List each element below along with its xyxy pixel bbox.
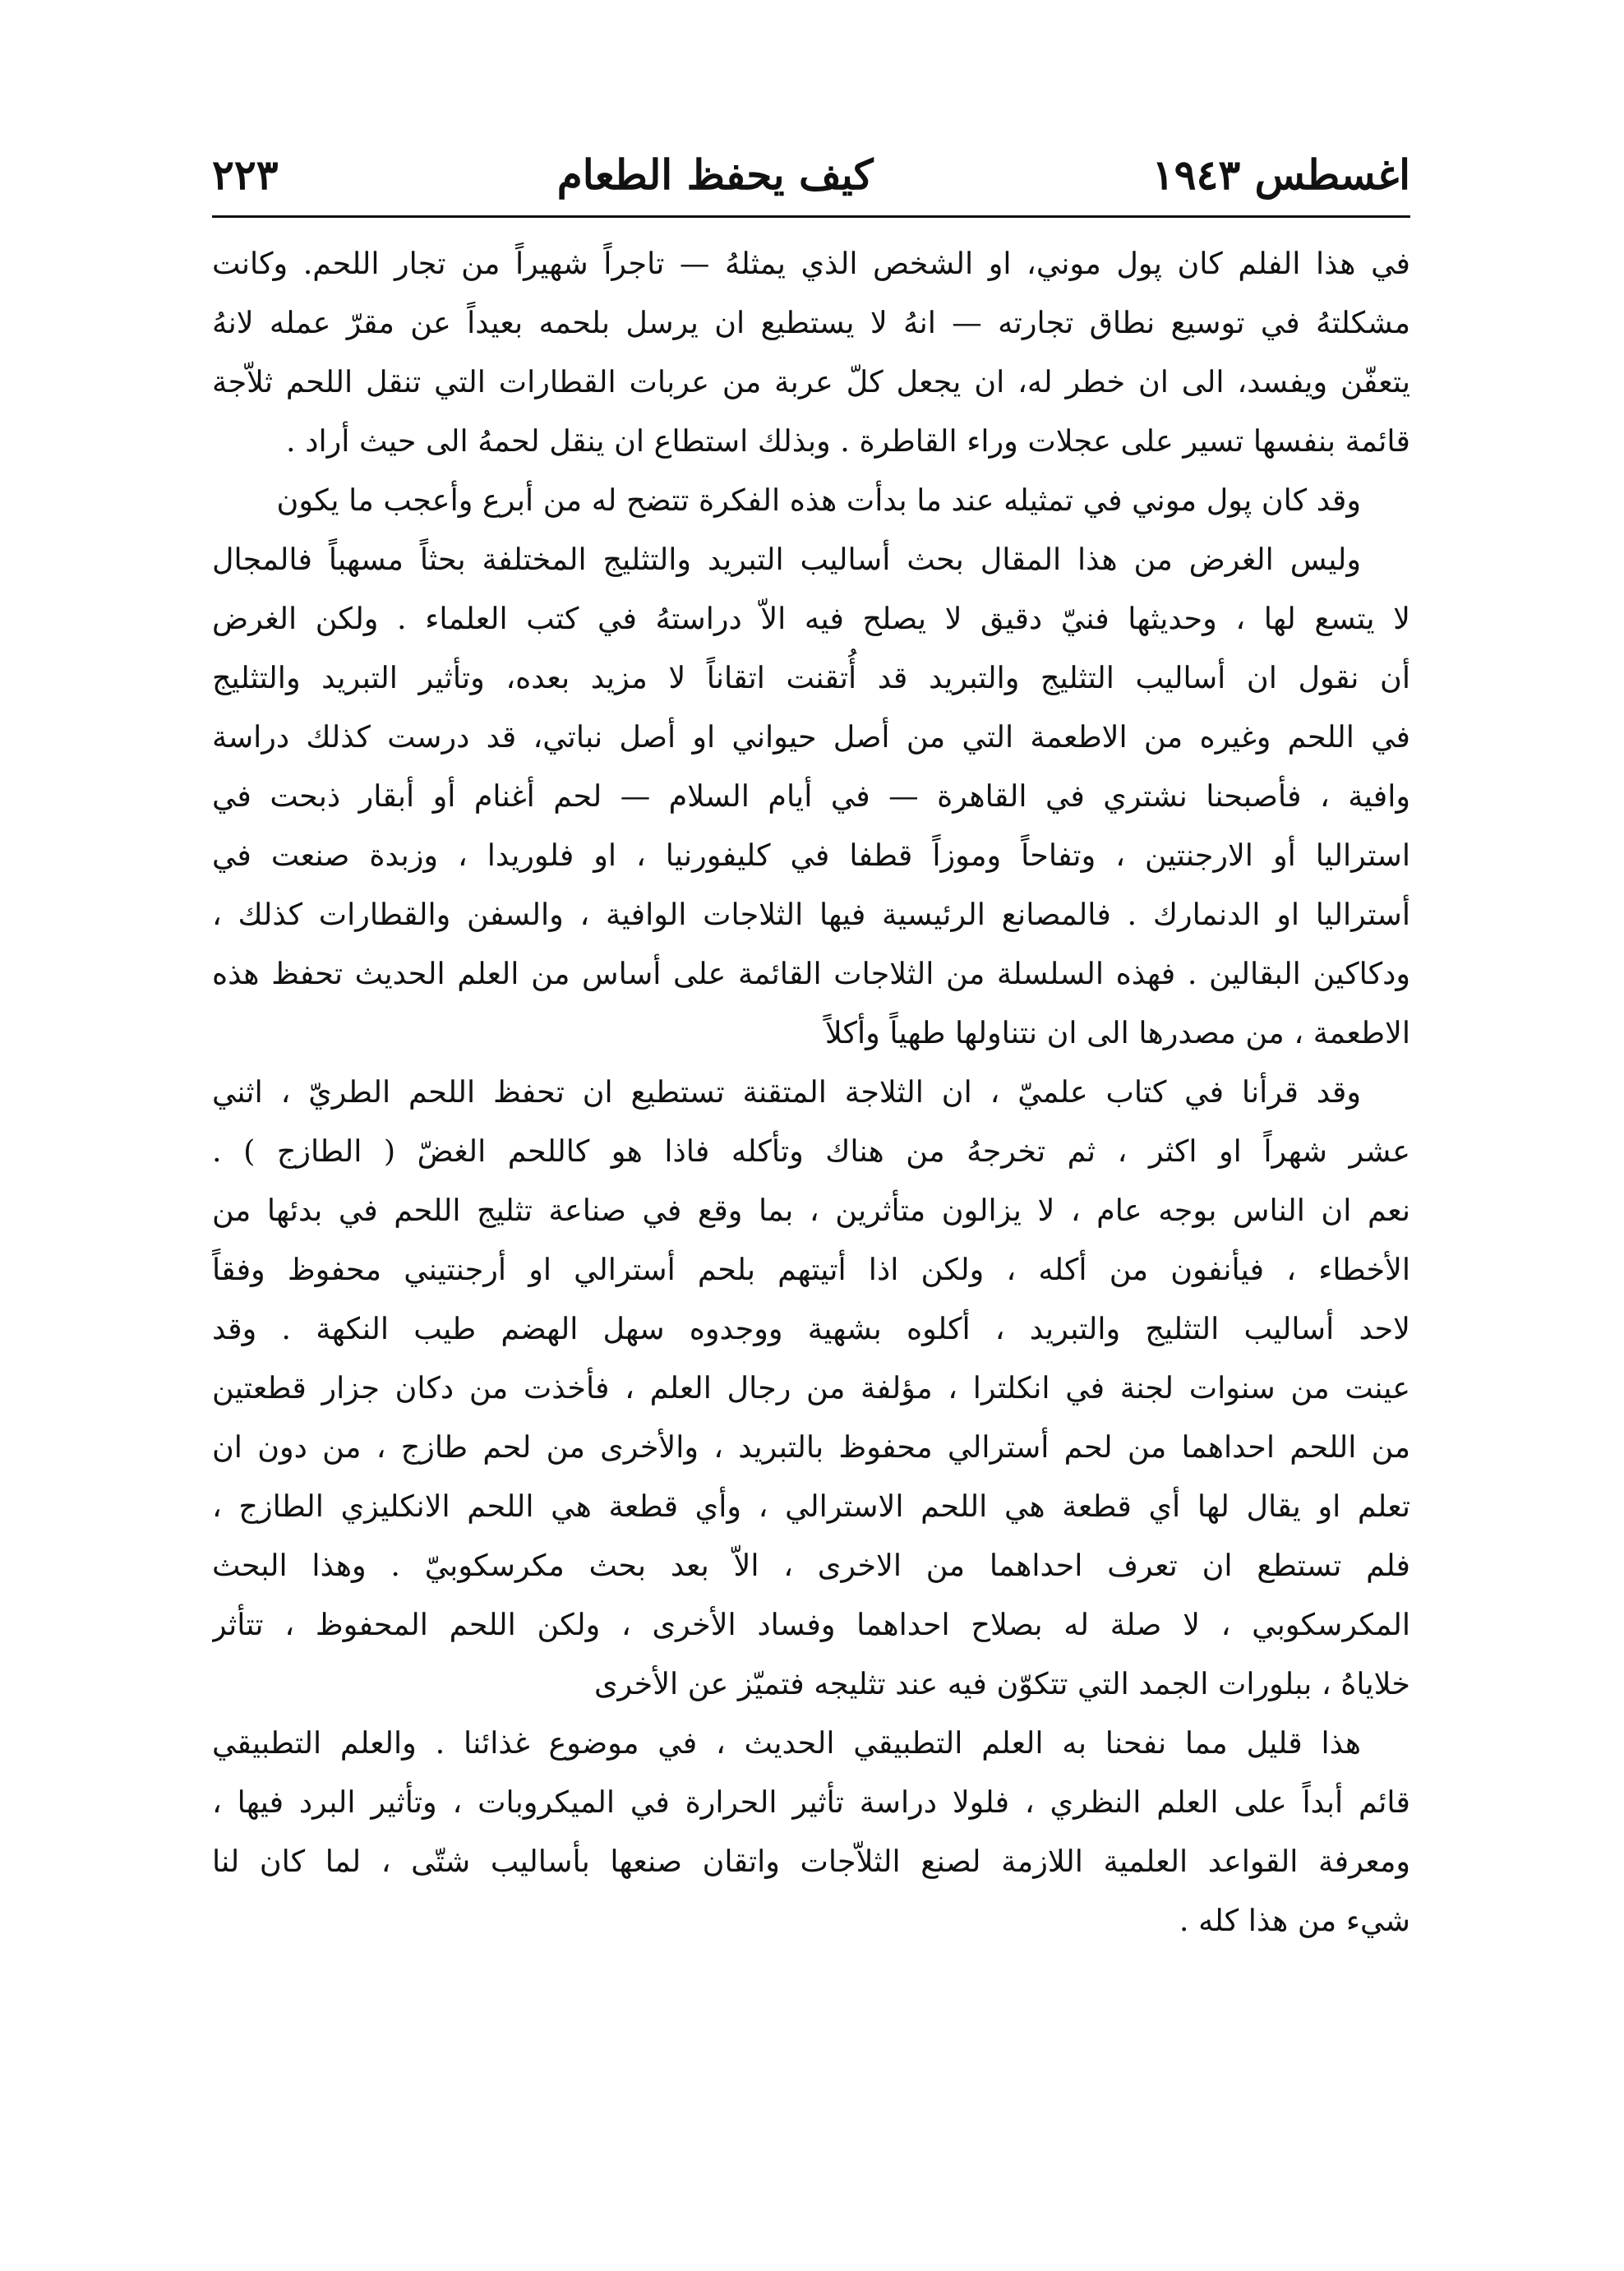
text-line: هذا قليل مما نفحنا به العلم التطبيقي الحديث ، في موضوع غذائنا . والعلم التطبيقي	[212, 1725, 1361, 1761]
text-line: شيء من هذا كله .	[1179, 1903, 1410, 1938]
text-line: تعلم او يقال لها أي قطعة هي اللحم الاسترالي ، وأي قطعة هي اللحم الانكليزي الطازج ،	[212, 1489, 1410, 1524]
text-line: قائمة بنفسها تسير على عجلات وراء القاطرة . وبذلك استطاع ان ينقل لحمهُ الى حيث أراد .	[286, 423, 1410, 459]
paragraph	[212, 471, 1410, 530]
text-line: ومعرفة القواعد العلمية اللازمة لصنع الثلاّجات واتقان صنعها بأساليب شتّى ، لما كان لنا	[212, 1844, 1410, 1879]
text-line: يتعفّن ويفسد، الى ان خطر له، ان يجعل كلّ عربة من عربات القطارات التي تنقل اللحم ثلاّجة	[212, 364, 1410, 399]
text-line: مشكلتهُ في توسيع نطاق تجارته — انهُ لا يستطيع ان يرسل بلحمه بعيداً عن مقرّ عمله لانهُ	[212, 305, 1410, 340]
paragraph	[212, 530, 1410, 1063]
text-line: في اللحم وغيره من الاطعمة التي من أصل حيواني او أصل نباتي، قد درست كذلك دراسة	[212, 719, 1410, 755]
text-line: استراليا أو الارجنتين ، وتفاحاً وموزاً قطفا في كليفورنيا ، او فلوريدا ، وزبدة صنعت في	[212, 838, 1410, 873]
text-line: الأخطاء ، فيأنفون من أكله ، ولكن اذا أتيتهم بلحم أسترالي او أرجنتيني محفوظ وفقاً	[212, 1252, 1410, 1287]
text-line: لا يتسع لها ، وحديثها فنيّ دقيق لا يصلح فيه الاّ دراستهُ في كتب العلماء . ولكن الغرض	[212, 601, 1410, 636]
text-line: وليس الغرض من هذا المقال بحث أساليب التبريد والتثليج المختلفة بحثاً مسهباً فالمجال	[212, 542, 1361, 577]
paragraph	[212, 1714, 1410, 1950]
text-line: أستراليا او الدنمارك . فالمصانع الرئيسية فيها الثلاجات الوافية ، والسفن والقطارات كذلك ،	[212, 897, 1410, 932]
text-line: ودكاكين البقالين . فهذه السلسلة من الثلاجات القائمة على أساس من العلم الحديث تحفظ هذه	[212, 956, 1410, 991]
page-header	[212, 141, 1410, 207]
text-line: لاحد أساليب التثليج والتبريد ، أكلوه بشهية ووجدوه سهل الهضم طيب النكهة . وقد	[212, 1311, 1410, 1346]
text-line: من اللحم احداهما من لحم أسترالي محفوظ بالتبريد ، والأخرى من لحم طازج ، من دون ان	[212, 1429, 1410, 1465]
text-line: في هذا الفلم كان پول موني، او الشخص الذي يمثلهُ — تاجراً شهيراً من تجار اللحم. وكانت	[212, 246, 1410, 281]
text-line: خلاياهُ ، ببلورات الجمد التي تتكوّن فيه عند تثليجه فتميّز عن الأخرى	[593, 1666, 1410, 1701]
header-date: اغسطس ١٩٤٣	[1151, 150, 1410, 199]
header-title: كيف يحفظ الطعام	[556, 150, 874, 199]
text-line: وقد قرأنا في كتاب علميّ ، ان الثلاجة المتقنة تستطيع ان تحفظ اللحم الطريّ ، اثني	[212, 1074, 1361, 1110]
text-line: أن نقول ان أساليب التثليج والتبريد قد أُتقنت اتقاناً لا مزيد بعده، وتأثير التبريد والتثليج	[212, 660, 1410, 695]
text-line: فلم تستطع ان تعرف احداهما من الاخرى ، الاّ بعد بحث مكرسكوبيّ . وهذا البحث	[212, 1548, 1410, 1583]
text-line: المكرسكوبي ، لا صلة له بصلاح احداهما وفساد الأخرى ، ولكن اللحم المحفوظ ، تتأثر	[212, 1607, 1410, 1642]
paragraph	[212, 1063, 1410, 1714]
text-line: عينت من سنوات لجنة في انكلترا ، مؤلفة من رجال العلم ، فأخذت من دكان جزار قطعتين	[212, 1370, 1410, 1406]
text-line: نعم ان الناس بوجه عام ، لا يزالون متأثرين ، بما وقع في صناعة تثليج اللحم في بدئها من	[212, 1193, 1410, 1228]
text-line: وقد كان پول موني في تمثيله عند ما بدأت هذه الفكرة تتضح له من أبرع وأعجب ما يكون	[276, 482, 1361, 518]
page-number: ٢٢٣	[212, 150, 279, 199]
text-line: وافية ، فأصبحنا نشتري في القاهرة — في أيام السلام — لحم أغنام أو أبقار ذبحت في	[212, 778, 1410, 814]
text-line: الاطعمة ، من مصدرها الى ان نتناولها طهياً وأكلاً	[824, 1015, 1410, 1050]
header-rule	[212, 215, 1410, 218]
article-body	[212, 234, 1410, 1950]
paragraph	[212, 234, 1410, 471]
text-line: عشر شهراً او اكثر ، ثم تخرجهُ من هناك وتأكله فاذا هو كاللحم الغضّ ( الطازج ) .	[212, 1133, 1410, 1169]
text-line: قائم أبداً على العلم النظري ، فلولا دراسة تأثير الحرارة في الميكروبات ، وتأثير البرد فيها ،	[212, 1784, 1410, 1820]
